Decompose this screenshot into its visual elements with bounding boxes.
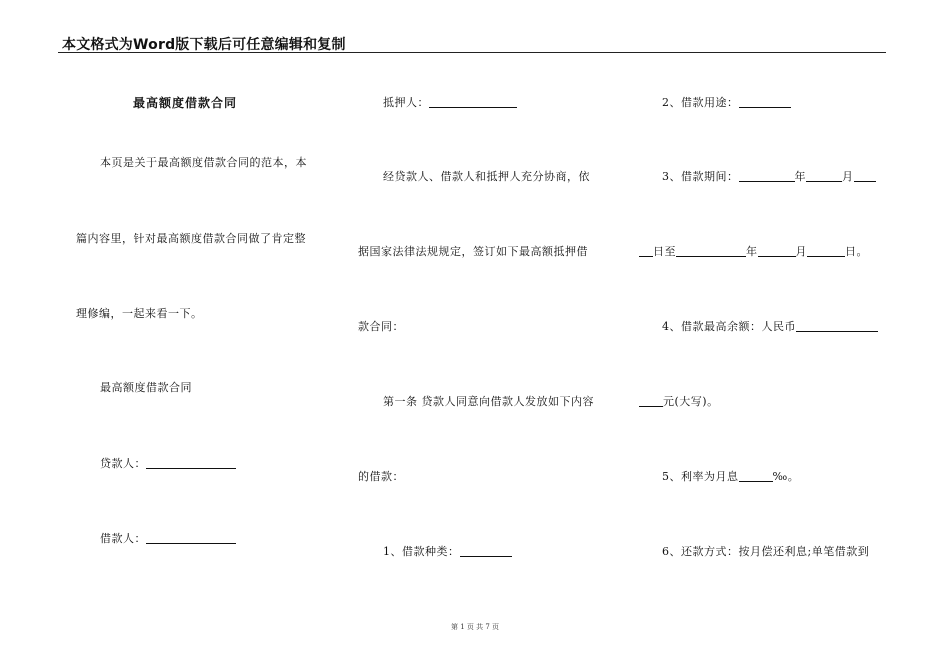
month-label: 月 [842,170,854,183]
start-month-blank [806,170,842,182]
amount-words-label: 元(大写)。 [663,395,719,408]
mortgagor-field [383,94,517,110]
paragraph-line: 经贷款人、借款人和抵押人充分协商，依 [383,170,590,183]
article-1-line: 第一条 贷款人同意向借款人发放如下内容 [383,395,594,408]
permille-label: ‰。 [772,470,800,483]
mortgagor-label: 抵押人： [383,96,429,109]
loan-period-label: 3、借款期间： [662,170,739,183]
loan-type-label: 1、借款种类： [383,545,460,558]
max-balance-field-cont [639,393,719,409]
paragraph-line: 篇内容里，针对最高额度借款合同做了肯定整 [76,232,306,245]
interest-rate-label: 5、利率为月息 [662,470,739,483]
column-3 [637,0,897,672]
to-label: 日至 [653,245,676,258]
start-day-blank [854,170,876,182]
repayment-line: 6、还款方式：按月偿还利息;单笔借款到 [662,545,870,558]
lender-field [100,455,236,471]
loan-purpose-blank [739,96,791,108]
max-balance-blank [796,320,878,332]
year-label: 年 [794,170,806,183]
max-balance-field [662,318,878,334]
column-1 [70,0,350,672]
mortgagor-blank [429,96,517,108]
loan-purpose-label: 2、借款用途： [662,96,739,109]
loan-type-field [383,543,512,559]
day-label: 日。 [845,245,868,258]
borrower-blank [146,532,236,544]
interest-rate-blank [739,470,773,482]
paragraph-line: 据国家法律法规规定，签订如下最高额抵押借 [358,245,588,258]
loan-period-field-cont [639,243,868,259]
paragraph-line: 本页是关于最高额度借款合同的范本，本 [100,156,307,169]
article-1-line: 的借款： [358,470,404,483]
start-year-blank [739,170,795,182]
paragraph-line: 款合同： [358,320,404,333]
end-day-blank [807,245,845,257]
end-month-blank [758,245,796,257]
lender-blank [146,457,236,469]
month-label: 月 [795,245,807,258]
paragraph-line: 理修编，一起来看一下。 [76,307,203,320]
borrower-field [100,530,236,546]
document-title: 最高额度借款合同 [133,96,238,110]
contract-subtitle: 最高额度借款合同 [100,381,192,394]
end-year-blank [676,245,746,257]
loan-period-field [662,168,876,184]
max-balance-label: 4、借款最高余额：人民币 [662,320,796,333]
lender-label: 贷款人： [100,457,146,470]
loan-type-blank [460,545,512,557]
year-label: 年 [746,245,758,258]
start-day-blank [639,245,653,257]
interest-rate-field [662,468,799,484]
page-number: 第 1 页 共 7 页 [450,623,500,631]
loan-purpose-field [662,94,791,110]
borrower-label: 借款人： [100,532,146,545]
amount-words-blank [639,395,663,407]
header-title: 本文格式为Word版下载后可任意编辑和复制 [62,37,346,53]
column-2 [355,0,635,672]
